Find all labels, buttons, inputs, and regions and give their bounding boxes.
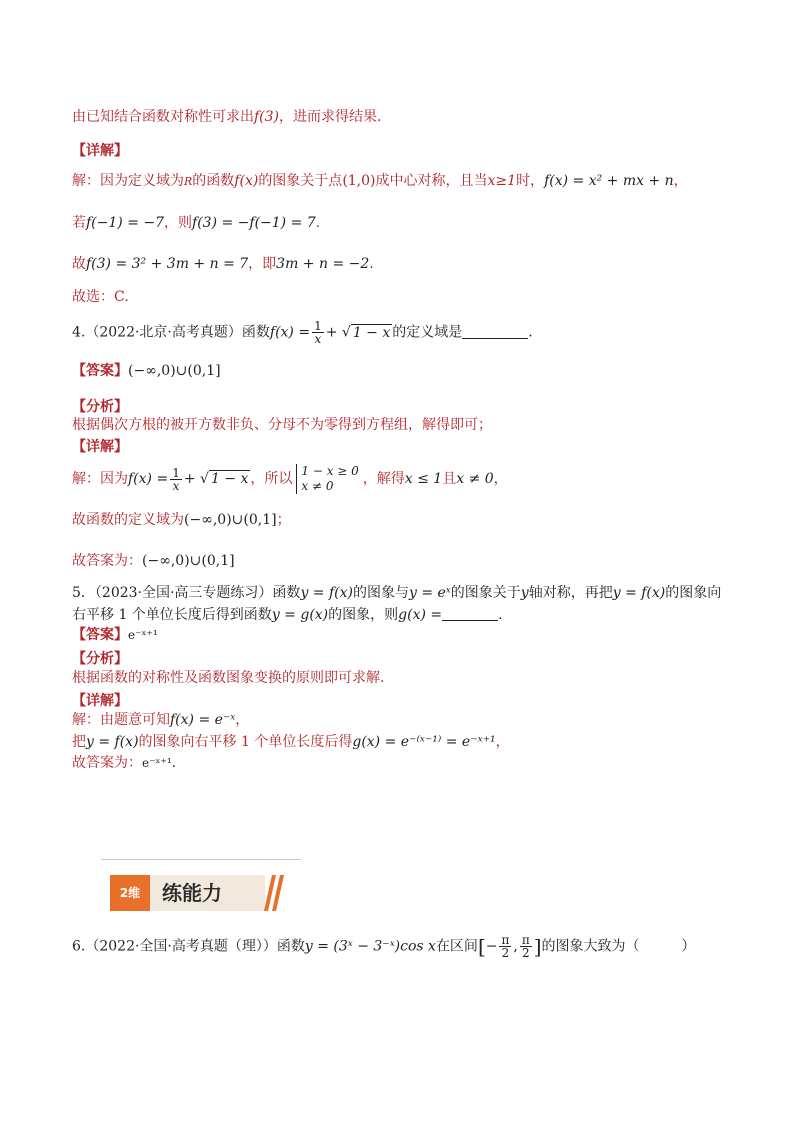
sqrt-content: 1 − x bbox=[210, 471, 249, 487]
text: . bbox=[171, 755, 177, 771]
q3-choice: 故选：C. bbox=[72, 289, 129, 305]
text: 右平移 1 个单位长度后得到函数 bbox=[72, 607, 272, 623]
text: 故函数的定义域为 bbox=[72, 512, 184, 528]
q4-detail-label: 【详解】 bbox=[72, 439, 128, 455]
frac-den: x bbox=[172, 478, 180, 493]
q4-answer bbox=[72, 362, 221, 380]
text: ， bbox=[235, 712, 250, 728]
math-fx: f(x) = bbox=[269, 324, 311, 341]
section-title: 练能力 bbox=[150, 875, 265, 911]
q3-solution-line1 bbox=[72, 172, 688, 191]
fraction bbox=[312, 320, 324, 345]
intro-line bbox=[72, 108, 381, 126]
text: . bbox=[369, 256, 374, 272]
q5-analysis-label: 【分析】 bbox=[72, 651, 128, 667]
text: 的函数 bbox=[192, 173, 235, 189]
math-expr: f(x) = e⁻ˣ bbox=[170, 712, 236, 728]
final-value: e⁻ˣ⁺¹ bbox=[142, 756, 172, 770]
text: 成中心对称，且当 bbox=[375, 173, 488, 189]
math-result: x ≠ 0 bbox=[456, 471, 494, 487]
text: 的图象向右平移 1 个单位长度后得 bbox=[138, 734, 353, 750]
text: 故 bbox=[72, 256, 86, 272]
q5-answer bbox=[72, 626, 158, 644]
stripes-decoration bbox=[262, 875, 286, 911]
math-expr: f(3) = −f(−1) = 7 bbox=[192, 215, 316, 231]
intro-post: ，进而求得结果. bbox=[279, 109, 382, 125]
math-result: x ≤ 1 bbox=[404, 471, 443, 487]
text: 的图象关于 bbox=[450, 585, 521, 601]
answer-blank bbox=[462, 324, 528, 339]
question-source: 4.（2022·北京·高考真题）函数 bbox=[72, 324, 270, 341]
q4-domain bbox=[72, 511, 291, 529]
text: 的图象关于点 bbox=[258, 173, 343, 189]
frac-den: 2 bbox=[521, 946, 530, 960]
text: 把 bbox=[72, 734, 86, 750]
frac-den: 2 bbox=[501, 946, 510, 960]
math-expr: y bbox=[520, 585, 529, 601]
text: ， bbox=[493, 471, 508, 487]
q3-detail-label: 【详解】 bbox=[72, 143, 128, 159]
q5-analysis: 根据函数的对称性及函数图象变换的原则即可求解. bbox=[72, 670, 385, 686]
math-expr: y = f(x) bbox=[612, 585, 666, 601]
math-expr: y = eˣ bbox=[408, 585, 451, 601]
minus-sign: − bbox=[485, 938, 498, 955]
domain-value: (−∞,0)∪(0,1] bbox=[184, 512, 277, 528]
math-point: (1,0) bbox=[342, 173, 376, 189]
fraction bbox=[170, 467, 182, 492]
math-expr: 3m + n = −2 bbox=[276, 256, 370, 272]
fraction-left bbox=[499, 934, 511, 959]
text: . bbox=[498, 607, 503, 623]
text: ； bbox=[276, 512, 291, 528]
final-value: (−∞,0)∪(0,1] bbox=[142, 553, 235, 569]
q5-solution-line1 bbox=[72, 711, 249, 729]
math-expr: g(x) = e⁻⁽ˣ⁻¹⁾ = e⁻ˣ⁺¹ bbox=[352, 734, 496, 750]
frac-num: 1 bbox=[172, 465, 180, 480]
math-cond: x≥1 bbox=[487, 173, 517, 189]
text: 且 bbox=[442, 471, 457, 487]
q3-solution-line3 bbox=[72, 255, 374, 273]
text: 若 bbox=[72, 215, 86, 231]
math-fx: f(x) = bbox=[128, 471, 169, 487]
q4-analysis: 根据偶次方根的被开方数非负、分母不为零得到方程组，解得即可； bbox=[72, 417, 492, 433]
answer-label: 【答案】 bbox=[72, 627, 128, 643]
text: 的图象与 bbox=[352, 585, 409, 601]
answer-value: e⁻ˣ⁺¹ bbox=[128, 628, 158, 642]
intro-text: 由已知结合函数对称性可求出 bbox=[72, 109, 254, 125]
frac-den: x bbox=[314, 332, 322, 346]
equation-system bbox=[296, 464, 358, 494]
q4-question: 4.（2022·北京·高考真题）函数f(x) = $\frac{1}{x}$ + √ 1 − x 的定义域是 . bbox=[72, 319, 533, 346]
math-func: f(x) = x² + mx + n bbox=[544, 173, 674, 189]
q5-question-line1 bbox=[72, 584, 721, 602]
text: 故答案为： bbox=[72, 553, 142, 569]
text: ，即 bbox=[248, 256, 277, 272]
system-line1: 1 − x ≥ 0 bbox=[301, 464, 359, 478]
q3-solution-line2 bbox=[72, 214, 320, 232]
text: 的图象向 bbox=[665, 585, 722, 601]
q4-final bbox=[72, 552, 235, 570]
math-expr: g(x) = bbox=[398, 607, 443, 623]
question-source: 6.（2022·全国·高考真题（理））函数 bbox=[72, 938, 305, 955]
math-expr: y = f(x) bbox=[86, 734, 139, 750]
answer-blank bbox=[442, 606, 498, 621]
frac-num: π bbox=[521, 933, 530, 947]
answer-value: (−∞,0)∪(0,1] bbox=[128, 363, 221, 379]
answer-label: 【答案】 bbox=[72, 363, 128, 379]
text: . bbox=[315, 215, 321, 231]
q4-solution: 解：因为f(x) = $\frac{1}{x}$ + √ 1 − x ，所以 1 − x ≥ 0 x ≠ 0 ，解得x ≤ 1且x ≠ 0， bbox=[72, 464, 508, 493]
math-expr: y = f(x) bbox=[300, 585, 353, 601]
system-line2: x ≠ 0 bbox=[301, 479, 334, 493]
q4-analysis-label: 【分析】 bbox=[72, 399, 128, 415]
text: 在区间 bbox=[435, 938, 478, 955]
frac-num: 1 bbox=[314, 319, 322, 333]
text: ， bbox=[495, 734, 510, 750]
math-expr: f(−1) = −7 bbox=[86, 215, 165, 231]
frac-num: π bbox=[501, 933, 510, 947]
text: 的定义域是 bbox=[392, 324, 463, 341]
sqrt-content: 1 − x bbox=[352, 324, 391, 341]
text: 解：因为定义域为 bbox=[72, 173, 184, 189]
math-func: y = (3ˣ − 3⁻ˣ)cos x bbox=[304, 938, 436, 955]
text: 解：由题意可知 bbox=[72, 712, 170, 728]
text: 的图象大致为（ ） bbox=[541, 938, 696, 955]
text: . bbox=[528, 324, 533, 341]
q6-question: 6.（2022·全国·高考真题（理））函数y = (3ˣ − 3⁻ˣ)cos x在区间[− $\frac{\pi}{2}$ , $\frac{\pi}{2}$ ]的图象大致为（ ） bbox=[72, 933, 696, 960]
q5-solution-line2 bbox=[72, 733, 510, 751]
text: 轴对称，再把 bbox=[528, 585, 613, 601]
text: ，则 bbox=[164, 215, 193, 231]
question-source: 5．（2023·全国·高三专题练习）函数 bbox=[72, 585, 301, 601]
text: ，所以 bbox=[250, 471, 293, 487]
text: 解：因为 bbox=[72, 471, 128, 487]
math-fx: f(x) bbox=[234, 173, 259, 189]
intro-expr: f(3) bbox=[254, 109, 280, 125]
text: 的图象，则 bbox=[328, 607, 399, 623]
math-expr: f(3) = 3² + 3m + n = 7 bbox=[86, 256, 249, 272]
text: 时， bbox=[516, 173, 545, 189]
text: ，解得 bbox=[362, 471, 405, 487]
section-badge: 2维 bbox=[110, 875, 150, 911]
section-divider bbox=[101, 859, 301, 860]
fraction-right bbox=[520, 934, 532, 959]
text: 故答案为： bbox=[72, 755, 142, 771]
text: ， bbox=[673, 173, 688, 189]
q5-detail-label: 【详解】 bbox=[72, 693, 128, 709]
math-expr: y = g(x) bbox=[271, 607, 329, 623]
q5-final bbox=[72, 754, 176, 772]
set-R: R bbox=[184, 175, 193, 188]
q5-question-line2 bbox=[72, 606, 503, 624]
